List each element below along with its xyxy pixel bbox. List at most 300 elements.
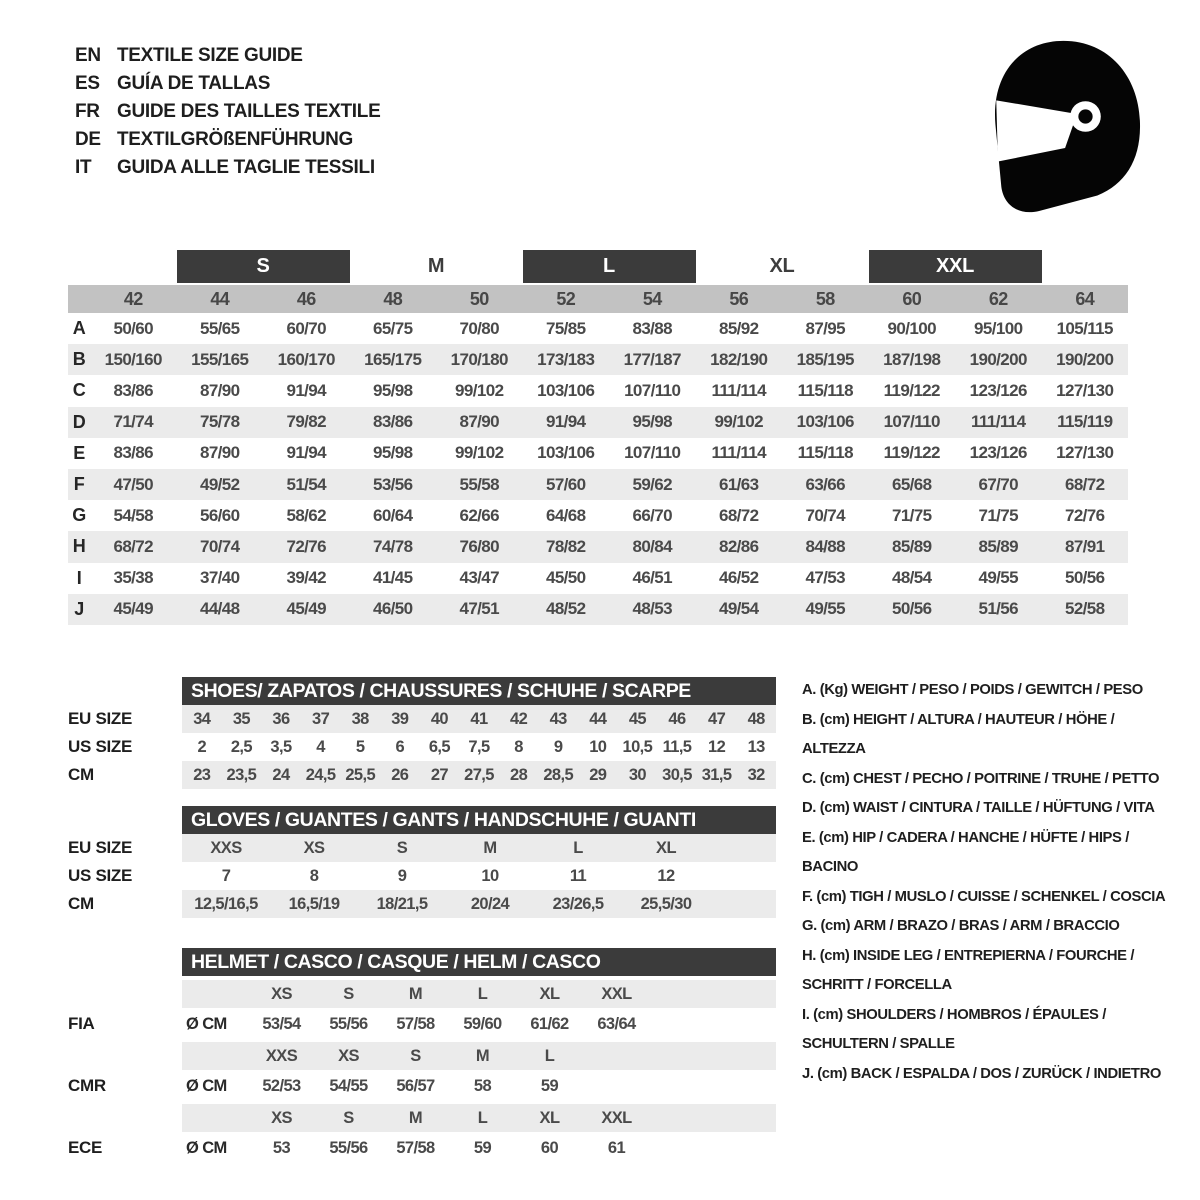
size-value: 27 [430,765,448,784]
size-group-row [68,250,1128,283]
helmet-size-value: 57/58 [396,1138,435,1157]
helmet-size-value: 57/58 [396,1014,435,1033]
row-letter: I [76,567,82,588]
gloves-table-title: GLOVES / GUANTES / GANTS / HANDSCHUHE / GUANTI [182,806,776,834]
legend-item-e: E. (cm) HIP / CADERA / HANCHE / HÜFTE / HIPS / BACINO [802,829,1129,875]
textile-value: 75/78 [199,412,240,432]
language-label: TEXTILE SIZE GUIDE [117,45,303,66]
shoes-table-rows [68,705,776,789]
textile-value: 76/80 [459,536,500,556]
gloves-table-row [68,890,776,918]
textile-value: 103/106 [537,380,595,400]
row-label: EU SIZE [68,709,133,728]
textile-value: 160/170 [277,349,335,369]
size-value: 36 [272,709,290,728]
helmet-size-label: M [475,1046,490,1065]
unit-label: Ø CM [186,1076,227,1095]
legend-item-f: F. (cm) TIGH / MUSLO / CUISSE / SCHENKEL / COSCIA [802,888,1166,905]
shoes-table-row [68,733,776,761]
textile-value: 57/60 [545,474,586,494]
helmet-sizes [182,1042,776,1070]
textile-value: 44/48 [199,599,240,619]
size-value: 34 [193,709,211,728]
size-value: 9 [553,737,563,756]
size-column-50: 50 [469,288,489,309]
size-value: 32 [747,765,765,784]
textile-value: 51/56 [978,599,1019,619]
size-value: XL [656,838,676,857]
size-value: 7 [221,866,231,885]
helmet-size-label: M [408,1108,423,1127]
textile-value: 119/122 [883,443,940,463]
helmet-size-value: 59 [540,1076,559,1095]
helmet-size-row-ece [68,1104,776,1132]
textile-row-g [68,500,1128,531]
textile-value: 68/72 [718,505,759,525]
textile-value: 91/94 [545,412,586,432]
shoes-table-row [68,705,776,733]
textile-value: 91/94 [286,443,327,463]
size-value: 24,5 [305,765,336,784]
gloves-table [68,806,776,918]
legend-item-i: I. (cm) SHOULDERS / HOMBROS / ÉPAULES / SCHULTERN / SPALLE [802,1006,1106,1052]
textile-value: 56/60 [199,505,240,525]
textile-value: 103/106 [537,443,595,463]
size-column-52: 52 [556,288,576,309]
helmet-size-value [583,1070,650,1102]
size-value: 44 [589,709,607,728]
size-group-m: M [427,255,445,277]
textile-value: 49/54 [718,599,759,619]
helmet-size-value: 58 [473,1076,492,1095]
language-code: DE [75,129,101,150]
helmet-size-value: 63/64 [597,1014,636,1033]
language-row-en [75,42,380,70]
legend-item-d: D. (cm) WAIST / CINTURA / TAILLE / HÜFTUNG / VITA [802,800,1155,816]
textile-value: 85/89 [891,536,932,556]
unit-spacer [182,1042,248,1070]
size-value: 7,5 [468,737,490,756]
helmet-size-value: 54/55 [329,1076,368,1095]
textile-value: 87/90 [199,443,240,463]
unit-spacer [182,1104,248,1132]
helmet-size-label: S [410,1046,421,1065]
row-label: US SIZE [68,866,133,885]
textile-value: 95/100 [974,318,1023,338]
size-value: 28,5 [543,765,574,784]
textile-value: 87/90 [459,412,500,432]
helmet-size-row-fia [68,980,776,1008]
helmet-table-title: HELMET / CASCO / CASQUE / HELM / CASCO [182,948,776,976]
textile-value: 48/52 [545,599,586,619]
textile-value: 107/110 [624,380,681,400]
textile-value: 79/82 [286,412,327,432]
row-letter: H [72,536,86,557]
size-value: 46 [668,709,686,728]
textile-value: 90/100 [887,318,936,338]
textile-row-e [68,438,1128,469]
textile-value: 50/56 [1064,568,1105,588]
helmet-size-label: S [343,984,354,1003]
textile-value: 41/45 [372,568,413,588]
size-value: 25,5 [345,765,376,784]
helmet-values [182,1070,776,1102]
size-group-s: S [177,250,350,283]
textile-value: 64/68 [545,505,586,525]
textile-value: 54/58 [113,505,154,525]
row-letter: C [72,380,86,401]
textile-value: 47/51 [459,599,500,619]
textile-value: 48/53 [632,599,673,619]
size-value: 27,5 [464,765,494,784]
textile-value: 115/119 [1057,412,1113,432]
helmet-size-value: 52/53 [262,1076,301,1095]
textile-value: 70/80 [459,318,500,338]
textile-value: 170/180 [450,349,508,369]
shoes-table-row [68,761,776,789]
textile-value: 71/74 [113,412,154,432]
textile-value: 107/110 [624,443,681,463]
textile-value: 46/50 [372,599,413,619]
unit-label: Ø CM [186,1014,227,1033]
standard-label: CMR [68,1076,106,1095]
textile-value: 45/49 [113,599,154,619]
helmet-size-value: 53 [272,1138,291,1157]
unit-spacer [182,980,248,1008]
size-value: 26 [391,765,409,784]
size-value: 30 [628,765,646,784]
helmet-size-label: XXL [601,1108,632,1127]
helmet-size-value: 56/57 [396,1076,435,1095]
row-letter: B [72,349,86,370]
helmet-size-label: L [477,1108,488,1127]
textile-value: 91/94 [286,380,327,400]
textile-value: 39/42 [286,568,327,588]
helmet-size-value: 53/54 [262,1014,301,1033]
textile-value: 105/115 [1056,318,1113,338]
language-label: GUÍA DE TALLAS [117,73,271,94]
legend-item-b: B. (cm) HEIGHT / ALTURA / HAUTEUR / HÖHE / ALTEZZA [802,711,1115,757]
size-value: 31,5 [701,765,732,784]
textile-value: 95/98 [372,443,413,463]
size-value: 37 [312,709,330,728]
textile-value: 190/200 [969,349,1027,369]
row-label [68,1042,182,1070]
size-column-62: 62 [988,288,1008,309]
textile-value: 49/52 [199,474,240,494]
textile-value: 53/56 [372,474,413,494]
size-value: 6 [395,737,405,756]
size-value: 9 [397,866,407,885]
textile-value: 75/85 [545,318,586,338]
size-column-42: 42 [123,288,143,309]
textile-value: 47/53 [805,568,846,588]
helmet-size-value: 59 [473,1138,492,1157]
textile-row-b [68,344,1128,375]
size-group-l: L [523,250,696,283]
textile-row-i [68,563,1128,594]
textile-value: 67/70 [978,474,1019,494]
row-letter: G [72,505,86,526]
gloves-table-row [68,862,776,890]
textile-value: 59/62 [632,474,673,494]
textile-value: 127/130 [1056,380,1114,400]
helmet-sizes [182,1104,776,1132]
textile-value: 70/74 [199,536,240,556]
helmet-size-value: 61 [607,1138,626,1157]
row-values [182,862,776,890]
size-value: 10 [481,866,499,885]
size-value: 8 [309,866,319,885]
textile-value: 68/72 [1064,474,1105,494]
row-letter: D [72,411,86,432]
size-column-64: 64 [1075,288,1095,309]
textile-value: 55/65 [199,318,240,338]
textile-value: 107/110 [883,412,940,432]
row-values [182,834,776,862]
textile-value: 87/90 [199,380,240,400]
size-value: 24 [272,765,290,784]
textile-value: 66/70 [632,505,673,525]
helmet-size-value: 55/56 [329,1138,368,1157]
row-letter: E [73,442,85,463]
language-code: IT [75,157,92,178]
textile-value: 115/118 [797,380,853,400]
textile-value: 45/50 [545,568,586,588]
row-label [68,1104,182,1132]
gloves-table-row [68,834,776,862]
row-label [68,980,182,1008]
textile-value: 50/56 [891,599,932,619]
textile-value: 95/98 [632,412,673,432]
textile-value: 190/200 [1056,349,1114,369]
row-values [182,733,776,761]
textile-row-h [68,531,1128,562]
legend-item-j: J. (cm) BACK / ESPALDA / DOS / ZURÜCK / INDIETRO [802,1065,1161,1082]
helmet-size-label: XL [539,1108,560,1127]
row-values [182,890,776,918]
size-value: XS [303,838,325,857]
size-column-54: 54 [642,288,662,309]
size-value: 11 [569,866,587,885]
textile-value: 58/62 [286,505,327,525]
row-values [182,761,776,789]
textile-value: 50/60 [113,318,154,338]
size-column-46: 46 [296,288,316,309]
textile-value: 111/114 [971,412,1026,432]
size-column-60: 60 [902,288,922,309]
language-list [75,42,380,182]
size-value: 16,5/19 [288,894,340,913]
textile-value: 45/49 [286,599,327,619]
language-label: GUIDE DES TAILLES TEXTILE [117,101,381,122]
textile-value: 63/66 [805,474,846,494]
helmet-size-label [583,1042,650,1070]
size-value: 5 [355,737,365,756]
size-value: 30,5 [662,765,692,784]
textile-value: 99/102 [714,412,763,432]
textile-value: 72/76 [286,536,327,556]
helmet-value-row-ece [68,1132,776,1164]
textile-value: 62/66 [459,505,500,525]
row-label: CM [68,765,94,784]
size-value: 23 [193,765,211,784]
textile-value: 123/126 [969,443,1027,463]
size-value: 25,5/30 [640,894,692,913]
helmet-size-value: 55/56 [329,1014,368,1033]
helmet-size-label: L [544,1046,555,1065]
row-letter: A [72,318,86,339]
textile-value: 185/195 [796,349,854,369]
textile-value: 46/52 [718,568,759,588]
language-label: GUIDA ALLE TAGLIE TESSILI [117,157,375,178]
textile-value: 85/92 [718,318,759,338]
textile-value: 182/190 [710,349,768,369]
size-value: 12,5/16,5 [194,894,258,913]
size-column-44: 44 [210,288,230,309]
textile-value: 71/75 [978,505,1019,525]
size-value: 13 [747,737,765,756]
helmet-sizes [182,980,776,1008]
size-value: 43 [549,709,567,728]
legend-item-a: A. (Kg) WEIGHT / PESO / POIDS / GEWITCH / PESO [802,682,1143,698]
size-value: 38 [351,709,369,728]
textile-value: 60/64 [372,505,413,525]
textile-value: 80/84 [632,536,673,556]
racing-helmet-icon [975,35,1145,215]
language-label: TEXTILGRÖßENFÜHRUNG [117,129,354,150]
size-value: 35 [232,709,250,728]
size-value: M [483,838,497,857]
textile-value: 84/88 [805,536,846,556]
row-letter: J [74,598,84,619]
size-value: 4 [316,737,325,756]
textile-row-d [68,407,1128,438]
textile-value: 111/114 [711,443,766,463]
textile-value: 70/74 [805,505,846,525]
size-value: 2,5 [230,737,252,756]
helmet-value-row-fia [68,1008,776,1040]
row-values [182,705,776,733]
textile-value: 165/175 [364,349,422,369]
textile-value: 35/38 [113,568,154,588]
language-code: ES [75,73,100,94]
textile-value: 49/55 [805,599,846,619]
size-value: S [396,838,408,857]
size-value: 8 [514,737,523,756]
size-group-xl: XL [769,255,795,277]
helmet-table [68,948,776,1164]
textile-value: 150/160 [104,349,162,369]
size-value: 10 [589,737,607,756]
textile-value: 65/75 [372,318,413,338]
textile-value: 83/88 [632,318,673,338]
helmet-value-row-cmr [68,1070,776,1102]
textile-value: 85/89 [978,536,1019,556]
row-label: CM [68,894,94,913]
textile-value: 155/165 [191,349,249,369]
textile-value: 83/86 [372,412,413,432]
textile-value: 61/63 [718,474,759,494]
size-value: 47 [708,709,726,728]
size-value: 28 [510,765,528,784]
textile-row-a [68,313,1128,344]
textile-value: 87/91 [1064,536,1105,556]
standard-label: FIA [68,1014,95,1033]
helmet-size-label: XL [539,984,560,1003]
textile-value: 111/114 [711,380,766,400]
language-row-it [75,154,380,182]
textile-value: 49/55 [978,568,1019,588]
textile-row-c [68,375,1128,406]
helmet-size-label: L [477,984,488,1003]
textile-value: 103/106 [796,412,854,432]
helmet-values [182,1008,776,1040]
size-value: 18/21,5 [376,894,428,913]
language-code: FR [75,101,100,122]
helmet-size-row-cmr [68,1042,776,1070]
legend-item-h: H. (cm) INSIDE LEG / ENTREPIERNA / FOURCHE / SCHRITT / FORCELLA [802,947,1135,993]
size-value: 23,5 [226,765,257,784]
textile-value: 83/86 [113,380,154,400]
size-value: 41 [470,709,488,728]
textile-table-rows [68,313,1128,625]
language-row-de [75,126,380,154]
size-value: 3,5 [270,737,292,756]
textile-value: 43/47 [459,568,500,588]
textile-value: 87/95 [805,318,846,338]
textile-value: 48/54 [891,568,932,588]
corner-cell [68,285,90,313]
textile-value: 52/58 [1064,599,1105,619]
language-row-es [75,70,380,98]
helmet-size-label: XS [271,1108,292,1127]
textile-value: 78/82 [545,536,586,556]
size-group-xxl: XXL [869,250,1042,283]
textile-value: 72/76 [1064,505,1105,525]
helmet-size-value: 59/60 [463,1014,502,1033]
size-value: 42 [510,709,528,728]
textile-value: 51/54 [286,474,327,494]
textile-value: 123/126 [969,380,1027,400]
helmet-size-label: XXS [265,1046,298,1065]
size-value: 23/26,5 [552,894,604,913]
size-value: 39 [391,709,409,728]
racing-helmet-graphic [975,35,1145,215]
helmet-size-value: 61/62 [530,1014,569,1033]
textile-value: 177/187 [623,349,681,369]
textile-value: 83/86 [113,443,154,463]
textile-value: 119/122 [883,380,940,400]
size-number-row [68,285,1128,313]
size-value: 12 [708,737,726,756]
textile-value: 47/50 [113,474,154,494]
textile-row-f [68,469,1128,500]
textile-value: 71/75 [891,505,932,525]
helmet-size-label: XXL [601,984,632,1003]
size-value: 12 [657,866,675,885]
textile-value: 95/98 [372,380,413,400]
textile-value: 74/78 [372,536,413,556]
shoes-table [68,677,776,789]
helmet-size-label: S [343,1108,354,1127]
helmet-size-label: XS [271,984,292,1003]
textile-value: 99/102 [455,443,504,463]
legend-item-g: G. (cm) ARM / BRAZO / BRAS / ARM / BRACCIO [802,918,1120,934]
textile-value: 68/72 [113,536,154,556]
helmet-table-rows [68,980,776,1164]
size-column-58: 58 [815,288,835,309]
